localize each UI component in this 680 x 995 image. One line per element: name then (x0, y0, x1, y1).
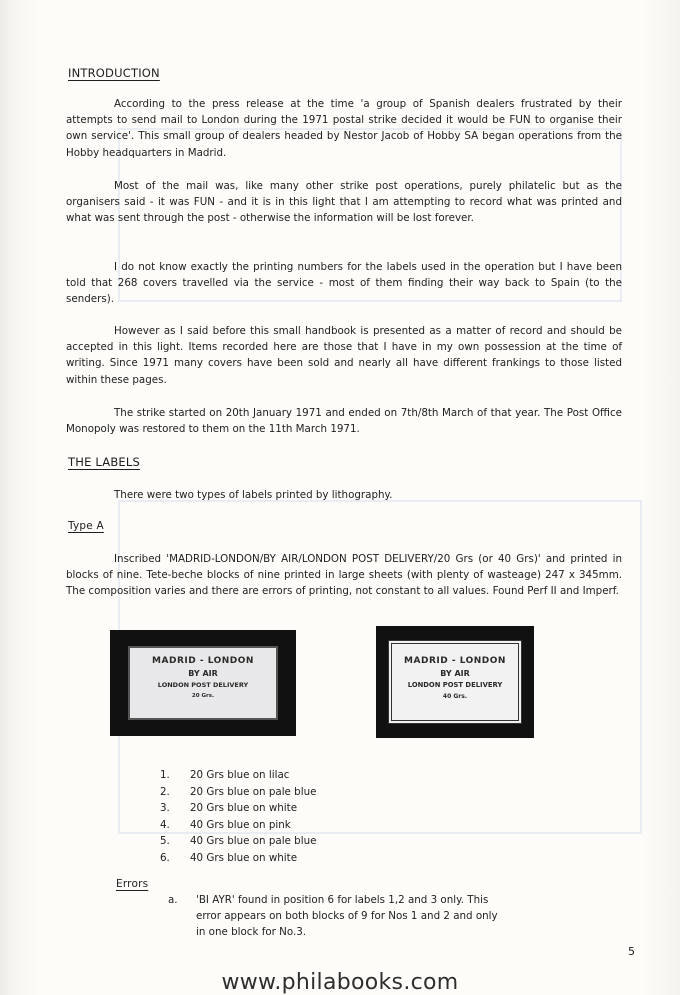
stamp-line-air: BY AIR (440, 669, 470, 678)
error-line-2: error appears on both blocks of 9 for Nos 1 and 2 and only (196, 910, 498, 922)
stamp-line-route: MADRID - LONDON (404, 656, 506, 666)
list-item: 2. 20 Grs blue on pale blue (160, 785, 317, 798)
list-item: 3. 20 Grs blue on white (160, 802, 298, 815)
error-line-1: 'BI AYR' found in position 6 for labels 1,2 and 3 only. This (196, 894, 489, 906)
stamp-line-air: BY AIR (188, 669, 218, 678)
list-item: 6. 40 Grs blue on white (160, 851, 298, 864)
paragraph-5: The strike started on 20th January 1971 and ended on 7th/8th March of that year. The Post Office Monopoly was restored to them on the 11th March 1971. (66, 407, 622, 436)
stamp-40grs (376, 626, 534, 738)
paragraph-2: Most of the mail was, like many other strike post operations, purely philatelic but as the organisers said - it was FUN - and it is in this light that I am attempting to record what was printed and what was sent through the post - otherwise the information will be lost forever. (66, 180, 622, 225)
stamp-line-delivery: LONDON POST DELIVERY (157, 681, 249, 689)
paragraph-4: However as I said before this small handbook is presented as a matter of record and should be accepted in this light. Items recorded here are those that I have in my own possession at the time of writing. Since 1971 many covers have been sold and nearly all have different frankings to those listed within these pages. (66, 325, 622, 386)
errors-heading: Errors (116, 878, 149, 890)
paragraph-3: I do not know exactly the printing numbers for the labels used in the operation but I have been told that 268 covers travelled via the service - most of them finding their way back to Spain (to the senders). (66, 261, 622, 306)
stamp-line-delivery: LONDON POST DELIVERY (407, 681, 503, 689)
list-item: 4. 40 Grs blue on pink (160, 818, 291, 831)
labels-heading: THE LABELS (68, 455, 140, 469)
stamp-line-route: MADRID - LONDON (152, 656, 254, 666)
type-a-description: Inscribed 'MADRID-LONDON/BY AIR/LONDON POST DELIVERY/20 Grs (or 40 Grs)' and printed in blocks of nine. Tete-beche blocks of nine printed in large sheets (with plenty of wasteage) 247 x 345mm. The composition varies and there are errors of printing, not constant to all values. Found Perf II and Imperf. (66, 553, 622, 598)
list-item: 1. 20 Grs blue on lilac (160, 769, 290, 781)
error-marker: a. (168, 894, 178, 906)
paragraph-1: According to the press release at the time 'a group of Spanish dealers frustrated by their attempts to send mail to London during the 1971 postal strike decided it would be FUN to organise their own service'. This small group of dealers headed by Nestor Jacob of Hobby SA began operations from the Hobby headquarters in Madrid. (66, 98, 622, 159)
footer-watermark: www.philabooks.com (221, 970, 459, 995)
page-number: 5 (628, 945, 635, 958)
error-line-3: in one block for No.3. (196, 926, 307, 938)
labels-intro: There were two types of labels printed by lithography. (114, 489, 393, 501)
stamp-20grs (110, 630, 296, 736)
variety-list (160, 767, 316, 867)
stamp-value: 20 Grs. (191, 693, 215, 699)
type-a-heading: Type A (68, 520, 104, 532)
list-item: 5. 40 Grs blue on pale blue (160, 835, 317, 848)
stamp-40grs-face (388, 640, 522, 724)
stamp-value: 40 Grs. (442, 693, 468, 700)
introduction-heading: INTRODUCTION (68, 66, 160, 80)
stamp-20grs-face (128, 646, 278, 720)
